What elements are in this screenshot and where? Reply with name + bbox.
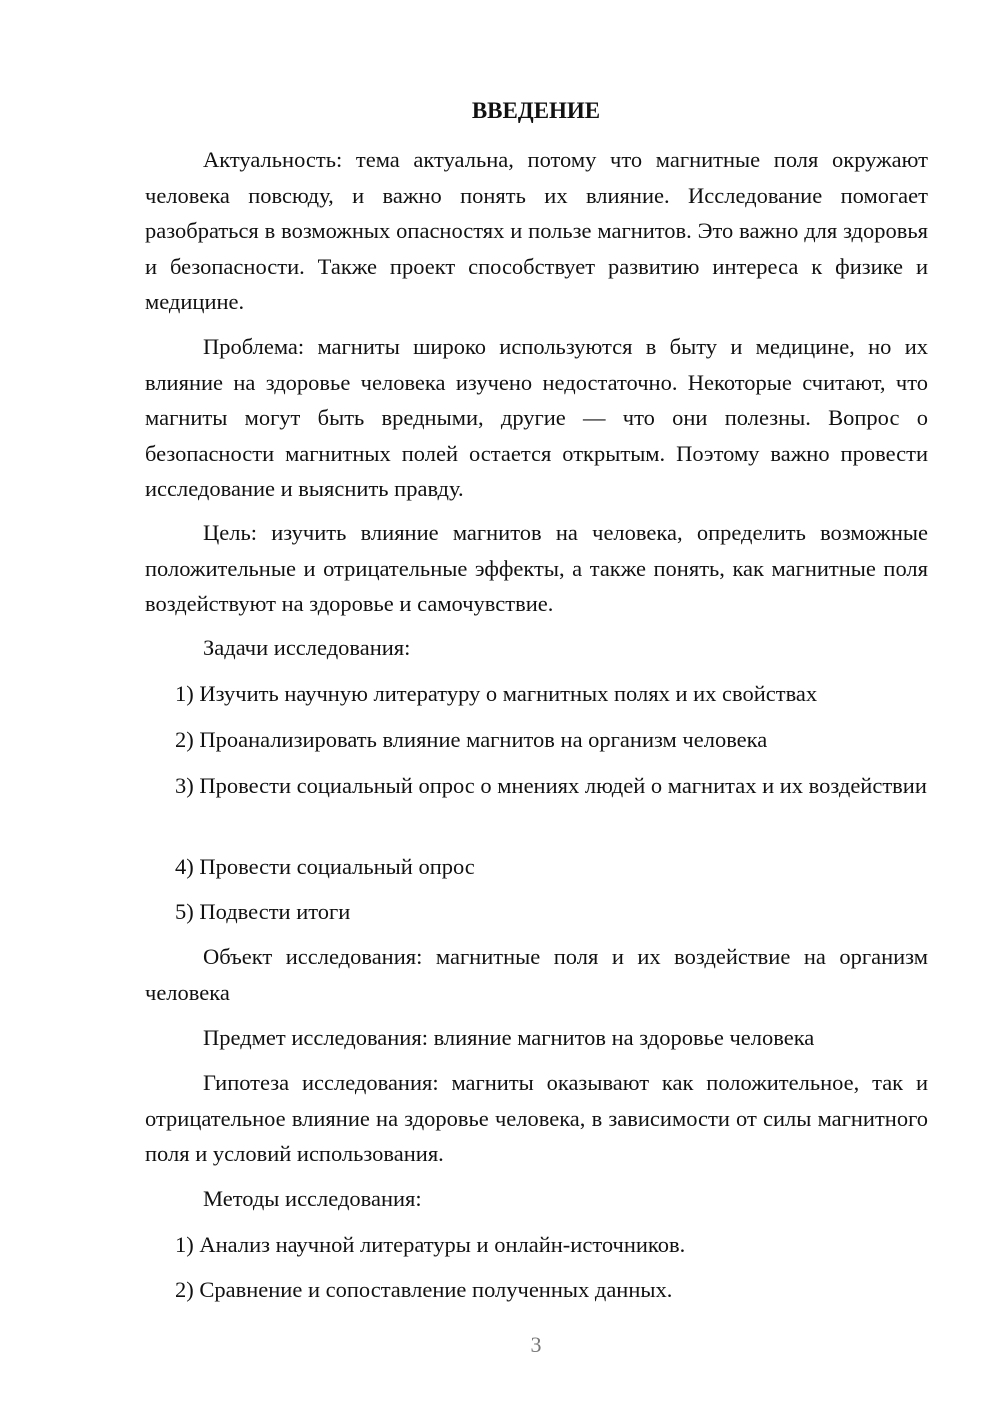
paragraph-tasks-heading: Задачи исследования: [203, 635, 411, 660]
page-number: 3 [530, 1332, 542, 1357]
paragraph-relevance: Актуальность: тема актуальна, потому что магнитные поля окружают человека повсюду, и важно понять их влияние. Исследование помогает разобраться в возможных опасностях и пользе магнитов. Это важно для здоровья и безопасности. Также проект способствует развитию интереса к физике и медицине. [145, 147, 928, 314]
paragraph-object: Объект исследования: магнитные поля и их воздействие на организм человека [145, 944, 928, 1005]
method-item-1: 1) Анализ научной литературы и онлайн-источников. [175, 1232, 686, 1257]
page-title: ВВЕДЕНИЕ [471, 98, 601, 123]
paragraph-problem: Проблема: магниты широко используются в быту и медицине, но их влияние на здоровье человека изучено недостаточно. Некоторые считают, что магниты могут быть вредными, другие — что они полезны. Вопрос о безопасности магнитных полей остается открытым. Поэтому важно провести исследование и выяснить правду. [145, 334, 928, 501]
task-item-4: 4) Провести социальный опрос [175, 854, 475, 879]
task-item-1: 1) Изучить научную литературу о магнитных полях и их свойствах [175, 681, 818, 706]
task-item-5: 5) Подвести итоги [175, 899, 351, 924]
task-item-2: 2) Проанализировать влияние магнитов на организм человека [175, 727, 768, 752]
paragraph-methods-heading: Методы исследования: [203, 1186, 422, 1211]
paragraph-goal: Цель: изучить влияние магнитов на человека, определить возможные положительные и отрицательные эффекты, а также понять, как магнитные поля воздействуют на здоровье и самочувствие. [145, 520, 928, 616]
paragraph-subject: Предмет исследования: влияние магнитов на здоровье человека [203, 1025, 815, 1050]
task-item-3: 3) Провести социальный опрос о мнениях людей о магнитах и их воздействии [175, 773, 927, 798]
paragraph-hypothesis: Гипотеза исследования: магниты оказывают как положительное, так и отрицательное влияние на здоровье человека, в зависимости от силы магнитного поля и условий использования. [145, 1070, 928, 1166]
method-item-2: 2) Сравнение и сопоставление полученных данных. [175, 1277, 673, 1302]
